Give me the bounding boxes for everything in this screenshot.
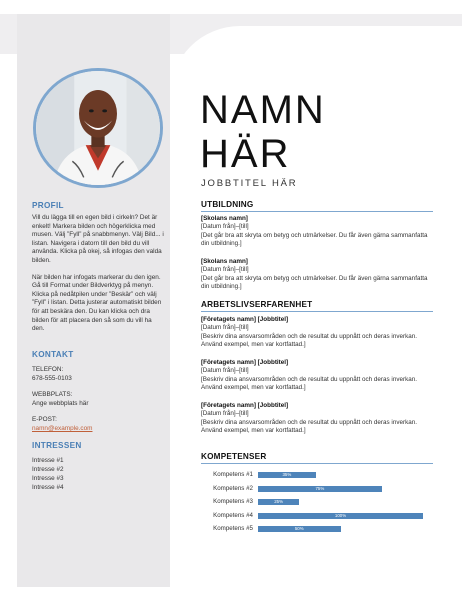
phone-label: TELEFON: [32, 366, 64, 373]
skill-label: Kompetens #4 [213, 511, 253, 519]
job-entry-description: [Beskriv dina ansvarsområden och de resultat du uppnått och deras inverkan. Använd exempel, men var kortfattad.] [201, 418, 417, 435]
school-name: [Skolans namn] [201, 215, 248, 222]
experience-heading: ARBETSLIVSERFARENHET [201, 300, 433, 312]
job-entry-title: [Företagets namn] [Jobbtitel] [201, 402, 289, 409]
education-dates: [Datum från]–[till] [201, 223, 249, 231]
email-link[interactable]: namn@example.com [32, 425, 93, 432]
experience-entry [201, 359, 433, 393]
job-entry-dates: [Datum från]–[till] [201, 367, 249, 375]
web-value: Ange webbplats här [32, 400, 89, 407]
experience-entry [201, 316, 433, 350]
candidate-name [200, 88, 326, 176]
skill-bar: 25% [258, 499, 299, 505]
interest-item: Intresse #2 [32, 466, 64, 473]
skill-label: Kompetens #2 [213, 484, 253, 492]
skill-bar: 100% [258, 513, 423, 519]
profile-text [32, 214, 164, 334]
job-entry-description: [Beskriv dina ansvarsområden och de resultat du uppnått och deras inverkan. Använd exempel, men var kortfattad.] [201, 375, 417, 392]
name-line-1: NAMN [200, 88, 326, 132]
profile-heading: PROFIL [32, 201, 64, 210]
experience-entry [201, 402, 433, 436]
skill-label: Kompetens #5 [213, 525, 253, 532]
doctor-portrait-image [36, 71, 160, 185]
profile-paragraph-1: Vill du lägga till en egen bild i cirkeln? Det är enkelt! Markera bilden och högerklicka med musen. Välj ”Fyll” på snabbmenyn. Välj Bild... i listan. Navigera i datorn till den bild du vill använda. Klicka på okej, så infogas den valda bilden. [32, 214, 164, 264]
job-title: JOBBTITEL HÄR [201, 178, 298, 189]
school-name: [Skolans namn] [201, 258, 248, 265]
job-entry-dates: [Datum från]–[till] [201, 410, 249, 418]
interest-item: Intresse #3 [32, 475, 64, 482]
education-heading: UTBILDNING [201, 200, 433, 212]
profile-paragraph-2: När bilden har infogats markerar du den igen. Gå till Format under Bildverktyg på menyn. Klicka på nedåtpilen under ”Beskär” och välj ”Fyll” i listan. Detta justerar automatiskt bilden för att beskära den. Du kan klicka och dra bilden för att placera den så som du vill ha den. [32, 273, 162, 333]
skill-bar: 35% [258, 472, 316, 478]
job-entry-title: [Företagets namn] [Jobbtitel] [201, 359, 289, 366]
job-entry-description: [Beskriv dina ansvarsområden och de resultat du uppnått och deras inverkan. Använd exempel, men var kortfattad.] [201, 332, 417, 349]
education-description: [Det går bra att skryta om betyg och utmärkelser. Du får även gärna sammanfatta din utbildning.] [201, 231, 428, 248]
education-dates: [Datum från]–[till] [201, 266, 249, 274]
phone-value: 678-555-0103 [32, 375, 72, 382]
contact-heading: KONTAKT [32, 350, 74, 359]
web-label: WEBBPLATS: [32, 391, 73, 398]
education-description: [Det går bra att skryta om betyg och utmärkelser. Du får även gärna sammanfatta din utbildning.] [201, 274, 428, 291]
skill-bar: 50% [258, 526, 341, 532]
interests-heading: INTRESSEN [32, 441, 82, 450]
education-entry [201, 215, 433, 249]
skill-label: Kompetens #1 [213, 471, 253, 478]
name-line-2: HÄR [200, 132, 291, 176]
job-entry-dates: [Datum från]–[till] [201, 324, 249, 332]
interest-item: Intresse #1 [32, 457, 64, 464]
interest-item: Intresse #4 [32, 484, 64, 491]
skill-bar: 75% [258, 486, 382, 492]
education-entry [201, 258, 433, 292]
job-entry-title: [Företagets namn] [Jobbtitel] [201, 316, 289, 323]
skill-label: Kompetens #3 [213, 498, 253, 505]
skills-heading: KOMPETENSER [201, 452, 433, 464]
profile-photo[interactable] [33, 68, 163, 188]
email-label: E-POST: [32, 416, 57, 423]
